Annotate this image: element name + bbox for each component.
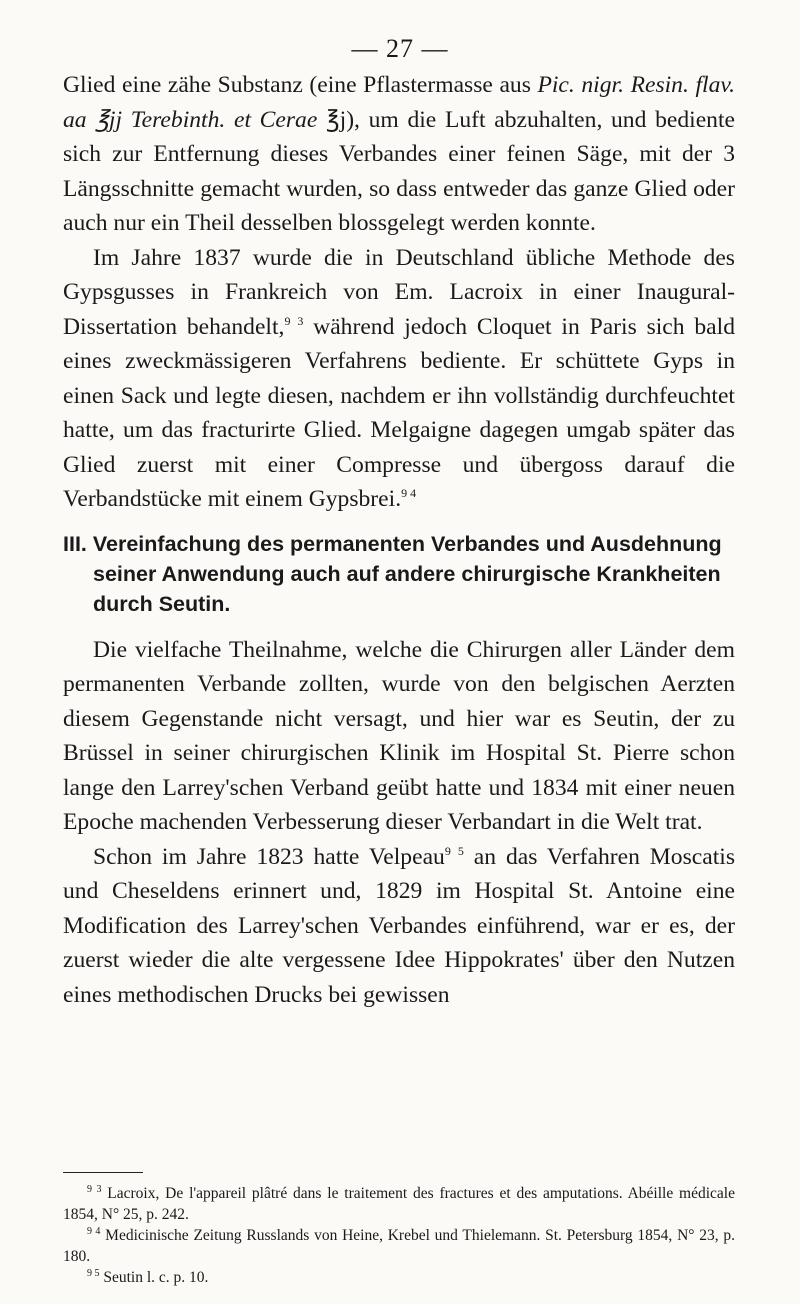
text-span: Die vielfache Theilnahme, welche die Chirurgen aller Länder dem permanenten Verbande zollten, wurde von den belgischen Aerzten diesem Gegenstande nicht versagt, und hier war es Seutin, der zu Brüssel in seiner chirurgischen Klinik im Hospital St. Pierre schon lange den Larrey'schen Verband geübt hatte und 1834 mit einer neuen Epoche machenden Verbesserung dieser Verbandart in die Welt trat. [63,636,735,835]
text-span: aa ℥jj [63,106,131,133]
paragraph [63,68,735,241]
footnote-text: Lacroix, De l'appareil plâtré dans le traitement des fractures et des amputations. Abéille médicale 1854, N° 25, p. 242. [63,1185,735,1223]
footnote-ref: 9 4 [401,486,417,500]
text-span: ℥j), um die Luft abzuhalten, und bediente sich zur Entfernung dieses Verbandes einer feinen Säge, mit der 3 Längsschnitte gemacht wurden, so dass entweder das ganze Glied oder auch nur ein Theil desselben blossgelegt werden konnte. [63,106,735,236]
main-text [63,68,735,1012]
footnote-rule [63,1172,143,1173]
footnote-text: Seutin l. c. p. 10. [99,1269,209,1286]
footnote-text: Medicinische Zeitung Russlands von Heine, Krebel und Thielemann. St. Petersburg 1854, N° 23, p. 180. [63,1227,736,1265]
footnote [63,1225,735,1267]
footnote [63,1183,735,1225]
text-span: Glied eine zähe Substanz (eine Pflastermasse aus [63,72,538,98]
paragraphs-before-heading [63,68,735,517]
footnote-ref: 9 3 [284,313,304,328]
text-span: während jedoch Cloquet in Paris sich bald eines zweckmässigeren Verfahrens bediente. Er schüttete Gyps in einen Sack und legte diesen, nachdem er ihn vollständig durchfeuchtet hatte, um das fracturirte Glied. Melgaigne dagegen umgab später das Glied zuerst mit einer Compresse und übergoss darauf die Verbandstücke mit einem Gypsbrei. [63,313,736,512]
paragraph [63,241,735,517]
footnotes [63,1183,735,1288]
footnote-mark: 9 3 [87,1184,102,1195]
footnote-mark: 9 4 [87,1226,101,1237]
paragraph [63,840,735,1013]
text-span: an das Verfahren Moscatis und Cheseldens erinnert und, 1829 im Hospital St. Antoine eine Modification des Larrey'schen Verbandes einführend, war er es, der zuerst wieder die alte vergessene Idee Hippokrates' über den Nutzen eines methodischen Drucks bei gewissen [63,843,735,1008]
page-number: — 27 — [351,34,449,63]
footnote-ref: 9 5 [444,843,464,858]
text-span: Im Jahre 1837 wurde die in Deutschland übliche Methode des Gypsgusses in Frankreich von Em. Lacroix in einer Inaugural-Dissertation behandelt, [63,244,735,340]
section-heading: III. Vereinfachung des permanenten Verbandes und Ausdehnung seiner Anwendung auch auf andere chirurgische Krankheiten durch Seutin. [63,531,722,616]
paragraphs-after-heading [63,633,735,1013]
text-span: Pic. nigr. Resin. flav. [537,72,735,98]
footnote [63,1267,735,1288]
text-span: Schon im Jahre 1823 hatte Velpeau [93,843,445,870]
text-span: Terebinth. et Cerae [130,106,318,133]
footnote-mark: 9 5 [87,1268,100,1279]
paragraph [63,633,735,840]
